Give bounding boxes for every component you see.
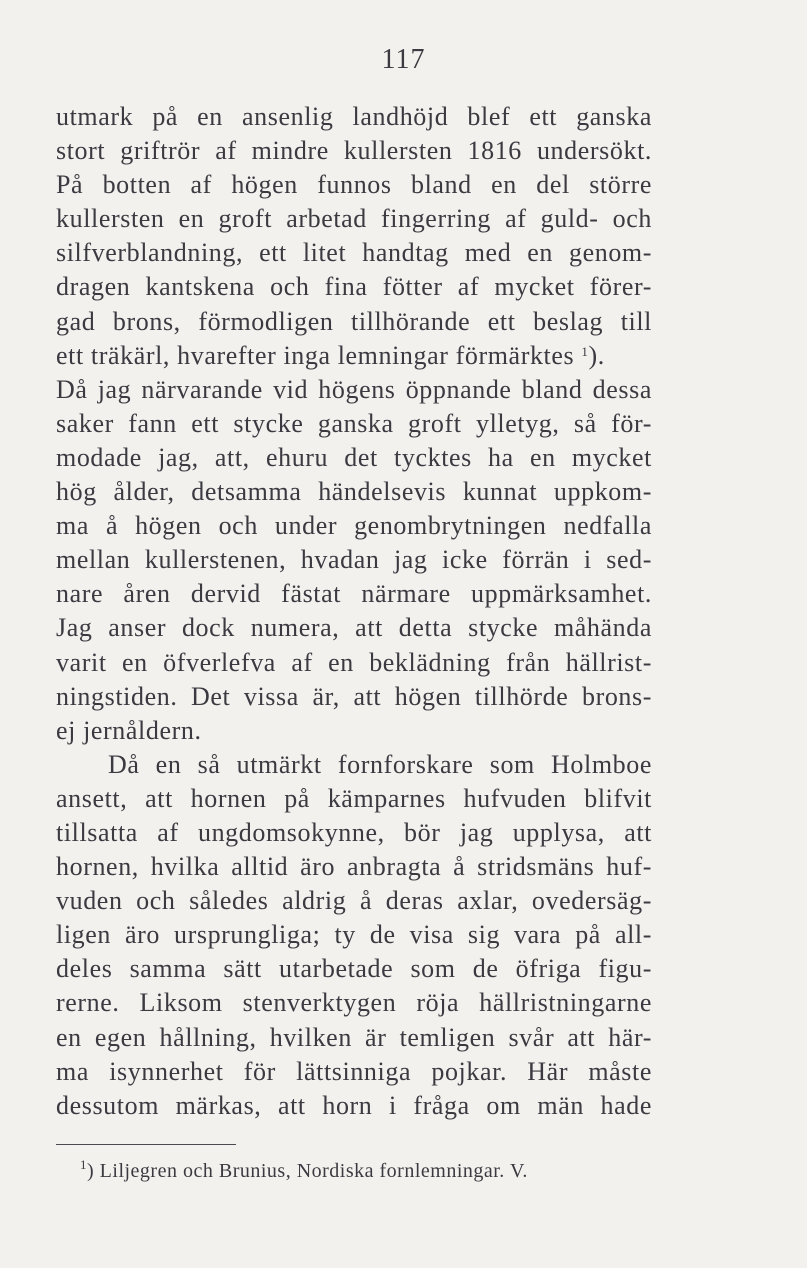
- footnote-marker: 1: [80, 1157, 87, 1172]
- text-line: deles samma sätt utarbetade som de öfriga figu-: [56, 954, 652, 984]
- footnote-ref-marker: 1: [581, 343, 589, 359]
- text-line: en egen hållning, hvilken är temligen svår att här-: [56, 1022, 652, 1052]
- text-line: gad brons, förmodligen tillhörande ett beslag till: [56, 306, 652, 336]
- text-line: modade jag, att, ehuru det tycktes ha en mycket: [56, 442, 652, 472]
- text-line: ansett, att hornen på kämparnes hufvuden blifvit: [56, 783, 652, 813]
- footnote: [80, 1157, 640, 1183]
- text-line: silfverblandning, ett litet handtag med en genom-: [56, 238, 652, 268]
- text-line: kullersten en groft arbetad fingerring af guld- och: [56, 204, 652, 234]
- text-line: vuden och således aldrig å deras axlar, ovedersäg-: [56, 886, 652, 916]
- footnote-divider: [56, 1144, 236, 1145]
- text-line: ej jernåldern.: [56, 715, 202, 745]
- text-line-with-footnote-ref: [56, 339, 652, 373]
- text-line: Jag anser dock numera, att detta stycke måhända: [56, 613, 652, 643]
- text-line: På botten af högen funnos bland en del större: [56, 170, 652, 200]
- text-line: dragen kantskena och fina fötter af mycket förer-: [56, 272, 652, 302]
- footnote-text: Liljegren och Brunius, Nordiska fornlemningar. V.: [99, 1160, 528, 1182]
- text-line: varit en öfverlefva af en beklädning från hällrist-: [56, 647, 652, 677]
- text-line: mellan kullerstenen, hvadan jag icke förrän i sed-: [56, 545, 652, 575]
- text-line: ma å högen och under genombrytningen nedfalla: [56, 511, 652, 541]
- text-line: tillsatta af ungdomsokynne, bör jag upplysa, att: [56, 817, 652, 847]
- text-line: saker fann ett stycke ganska groft ylletyg, så för-: [56, 408, 652, 438]
- text-line: dessutom märkas, att horn i fråga om män hade: [56, 1090, 652, 1120]
- text-line: hög ålder, detsamma händelsevis kunnat uppkom-: [56, 477, 652, 507]
- text-line: stort griftrör af mindre kullersten 1816 undersökt.: [56, 136, 652, 166]
- footnote-close-paren: ): [87, 1160, 95, 1182]
- text-line: ligen äro ursprungliga; ty de visa sig vara på all-: [56, 920, 652, 950]
- body-text: [56, 100, 652, 1123]
- text-line: utmark på en ansenlig landhöjd blef ett ganska: [56, 102, 652, 131]
- footnote-ref-suffix: ).: [588, 340, 605, 370]
- text-line: nare åren dervid fästat närmare uppmärksamhet.: [56, 579, 652, 609]
- text-line: Då en så utmärkt fornforskare som Holmboe: [108, 749, 652, 779]
- text-line: ma isynnerhet för lättsinniga pojkar. Här måste: [56, 1056, 652, 1086]
- text-line: rerne. Liksom stenverktygen röja hällristningarne: [56, 988, 652, 1018]
- text-line: hornen, hvilka alltid äro anbragta å stridsmäns huf-: [56, 852, 652, 882]
- page-number: 117: [381, 44, 426, 75]
- text-line: Då jag närvarande vid högens öppnande bland dessa: [56, 374, 652, 404]
- text-line: ningstiden. Det vissa är, att högen tillhörde brons-: [56, 681, 652, 711]
- text-line: ett träkärl, hvarefter inga lemningar förmärktes: [56, 340, 575, 370]
